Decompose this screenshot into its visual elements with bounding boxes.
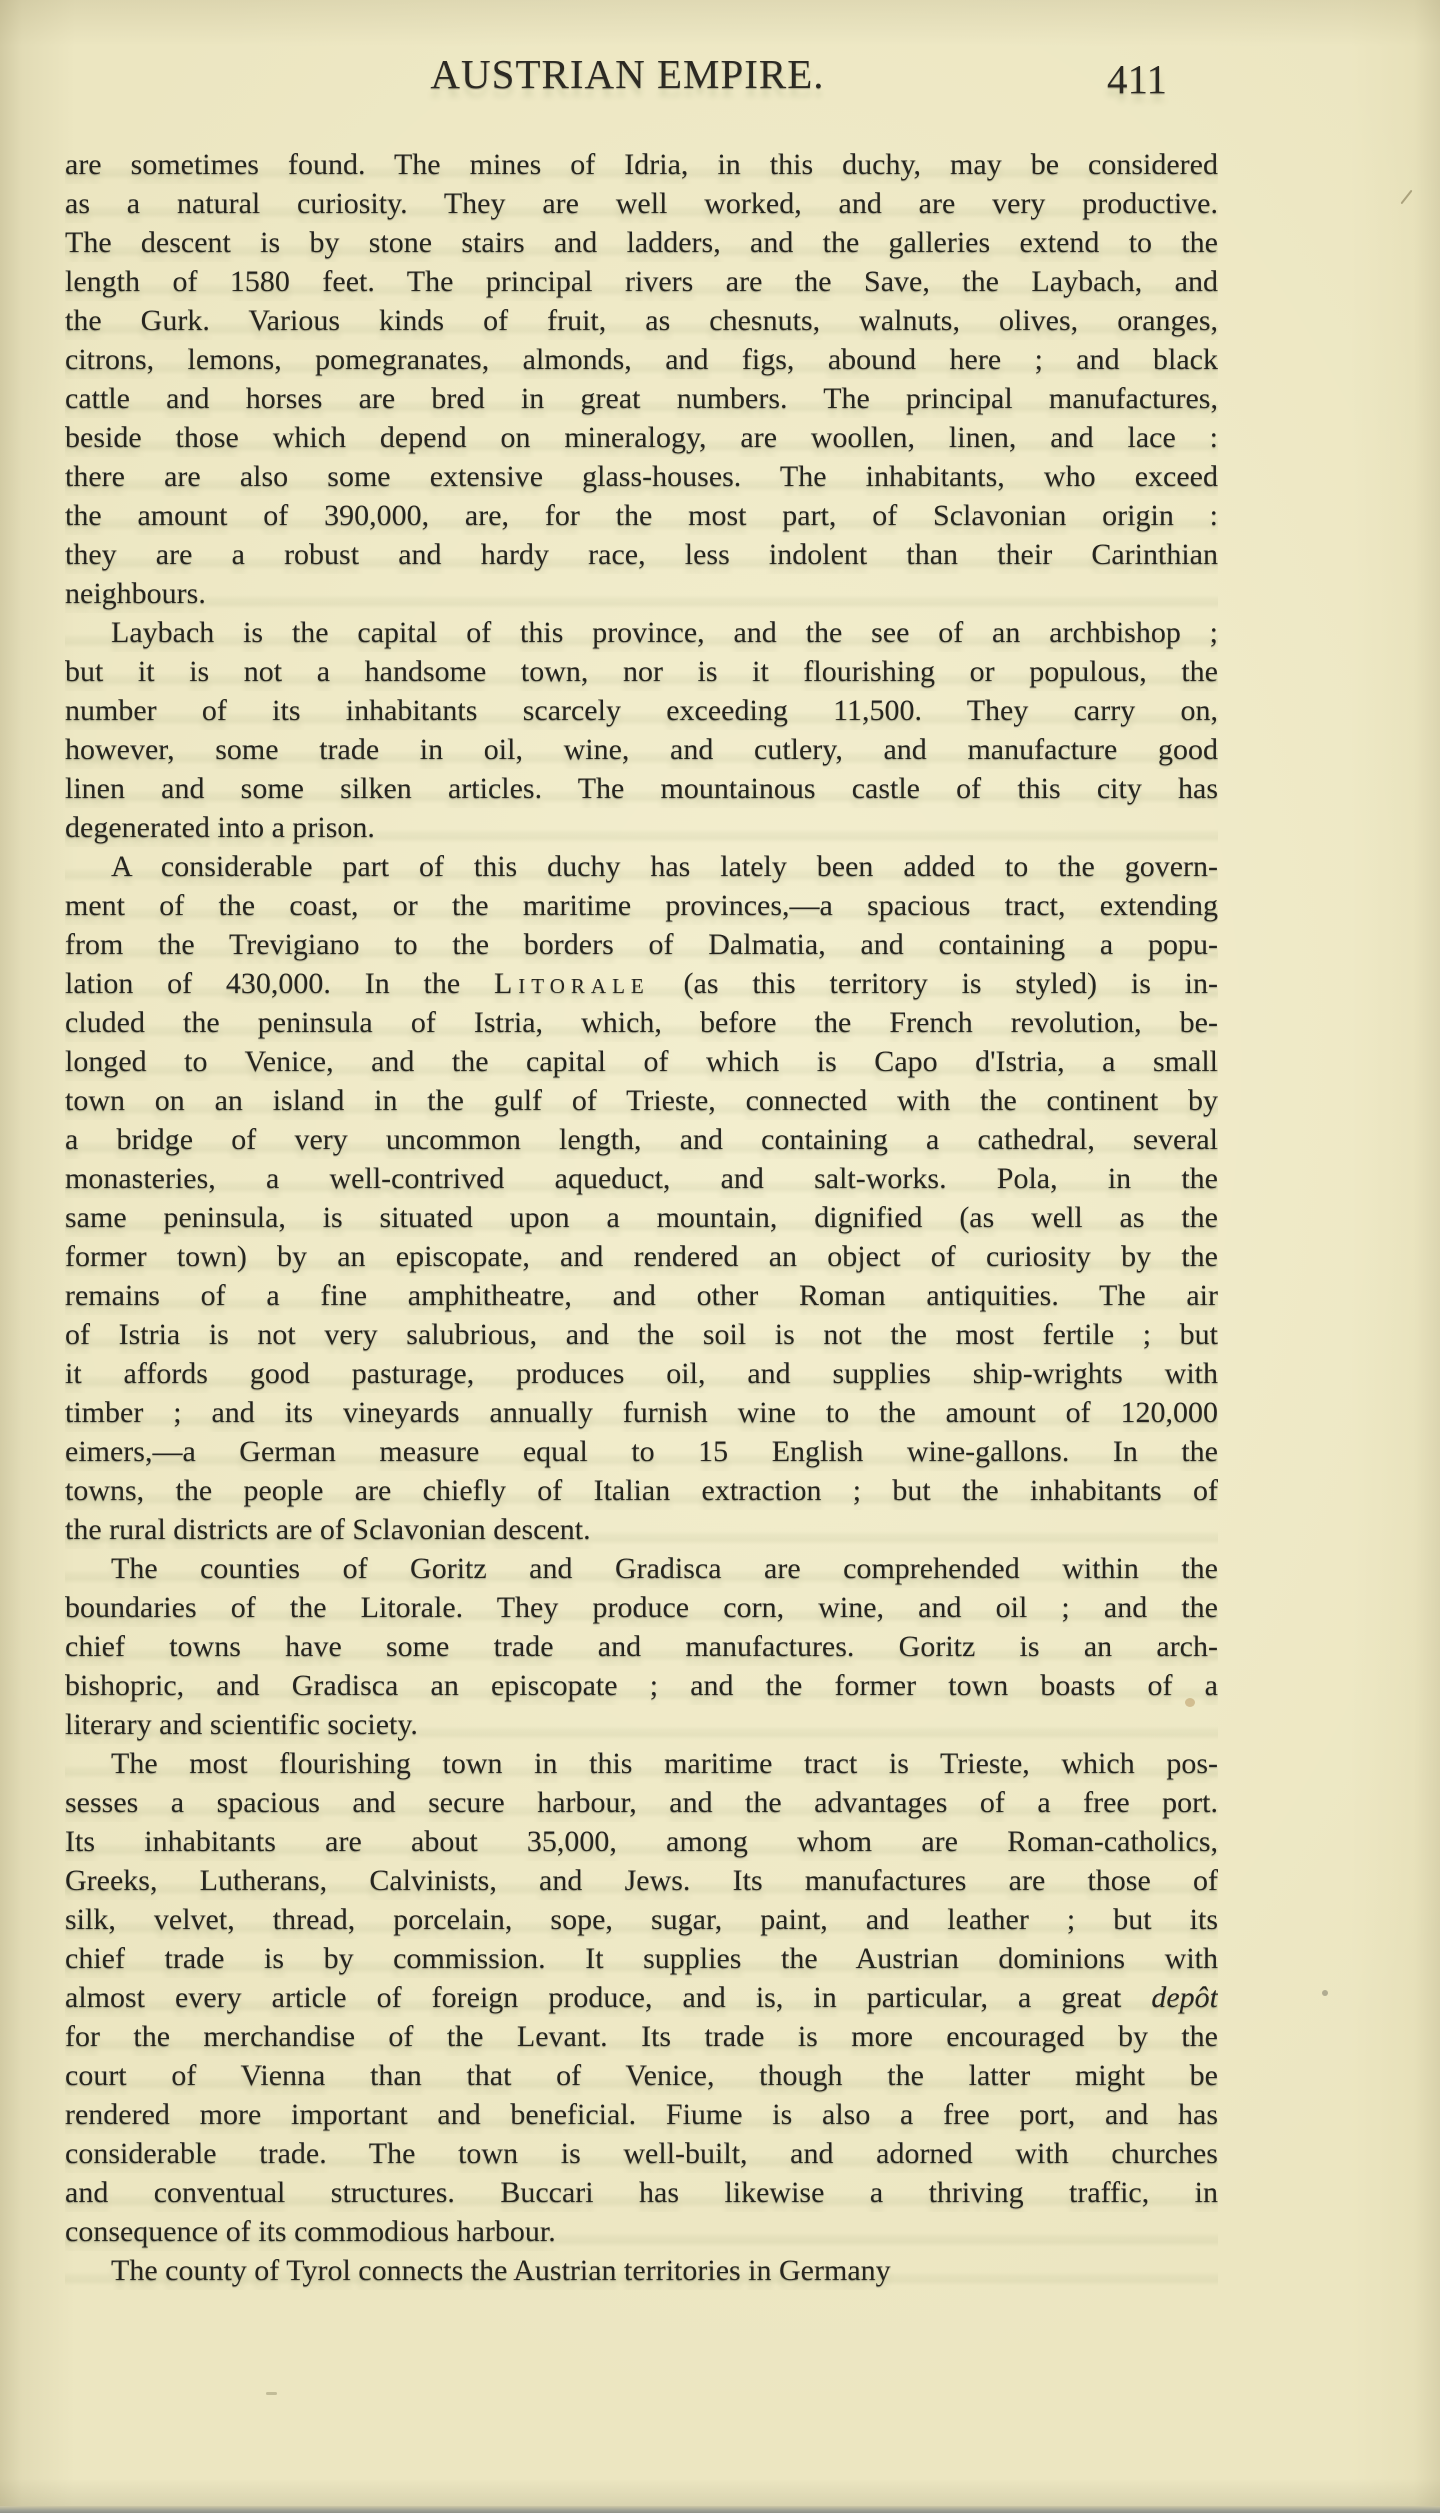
text-line: remains of a fine amphitheatre, and other Roman antiquities. The air — [65, 1279, 1218, 1312]
text-line: chief trade is by commission. It supplies the Austrian dominions with — [65, 1942, 1218, 1975]
text-line: The most flourishing town in this maritime tract is Trieste, which pos- — [111, 1747, 1218, 1780]
text-line: longed to Venice, and the capital of which is Capo d'Istria, a small — [65, 1045, 1218, 1078]
scan-bottom-edge — [0, 2506, 1440, 2513]
text-line: degenerated into a prison. — [65, 811, 375, 844]
paper-speck-icon — [1322, 1990, 1328, 1996]
text-line: linen and some silken articles. The mountainous castle of this city has — [65, 772, 1218, 805]
text-line: for the merchandise of the Levant. Its trade is more encouraged by the — [65, 2020, 1218, 2053]
text-line: are sometimes found. The mines of Idria, in this duchy, may be considered — [65, 148, 1218, 181]
text-line: timber ; and its vineyards annually furnish wine to the amount of 120,000 — [65, 1396, 1218, 1429]
text-line: as a natural curiosity. They are well worked, and are very productive. — [65, 187, 1218, 220]
text-line: Greeks, Lutherans, Calvinists, and Jews. Its manufactures are those of — [65, 1864, 1218, 1897]
text-line: from the Trevigiano to the borders of Dalmatia, and containing a popu- — [65, 928, 1218, 961]
scan-slash-mark — [1400, 190, 1412, 205]
text-line: but it is not a handsome town, nor is it flourishing or populous, the — [65, 655, 1218, 688]
paper-fleck-icon — [1185, 1698, 1195, 1707]
text-line: eimers,—a German measure equal to 15 English wine-gallons. In the — [65, 1435, 1218, 1468]
text-line: The counties of Goritz and Gradisca are comprehended within the — [111, 1552, 1218, 1585]
running-header — [65, 50, 1218, 110]
header-title: AUSTRIAN EMPIRE. — [430, 51, 825, 97]
text-line: bishopric, and Gradisca an episcopate ; and the former town boasts of a — [65, 1669, 1218, 1702]
text-line: former town) by an episcopate, and rendered an object of curiosity by the — [65, 1240, 1218, 1273]
text-line: a bridge of very uncommon length, and containing a cathedral, several — [65, 1123, 1218, 1156]
text-line: literary and scientific society. — [65, 1708, 418, 1741]
text-line: there are also some extensive glass-houses. The inhabitants, who exceed — [65, 460, 1218, 493]
text-line: of Istria is not very salubrious, and the soil is not the most fertile ; but — [65, 1318, 1218, 1351]
text-line: A considerable part of this duchy has lately been added to the govern- — [111, 850, 1218, 883]
page-body — [65, 145, 1218, 2290]
text-line: number of its inhabitants scarcely exceeding 11,500. They carry on, — [65, 694, 1218, 727]
text-line: town on an island in the gulf of Trieste, connected with the continent by — [65, 1084, 1218, 1117]
text-line: boundaries of the Litorale. They produce corn, wine, and oil ; and the — [65, 1591, 1218, 1624]
text-line: and conventual structures. Buccari has likewise a thriving traffic, in — [65, 2176, 1218, 2209]
text-line: however, some trade in oil, wine, and cutlery, and manufacture good — [65, 733, 1218, 766]
small-caps-text: Litorale — [493, 967, 650, 1000]
text-line: cattle and horses are bred in great numbers. The principal manufactures, — [65, 382, 1218, 415]
text-line: The descent is by stone stairs and ladders, and the galleries extend to the — [65, 226, 1218, 259]
text-line: consequence of its commodious harbour. — [65, 2215, 556, 2248]
text-line: chief towns have some trade and manufactures. Goritz is an arch- — [65, 1630, 1218, 1663]
text-line: beside those which depend on mineralogy, are woollen, linen, and lace : — [65, 421, 1218, 454]
text-line: Its inhabitants are about 35,000, among whom are Roman-catholics, — [65, 1825, 1218, 1858]
text-line: they are a robust and hardy race, less indolent than their Carinthian — [65, 538, 1218, 571]
text-line: cluded the peninsula of Istria, which, before the French revolution, be- — [65, 1006, 1218, 1039]
text-line: lation of 430,000. In the Litorale (as this territory is styled) is in- — [65, 967, 1218, 1000]
text-line: the rural districts are of Sclavonian descent. — [65, 1513, 591, 1546]
text-line: court of Vienna than that of Venice, though the latter might be — [65, 2059, 1218, 2092]
text-line: the amount of 390,000, are, for the most part, of Sclavonian origin : — [65, 499, 1218, 532]
text-line: considerable trade. The town is well-built, and adorned with churches — [65, 2137, 1218, 2170]
paper-dash-mark — [266, 2392, 277, 2395]
text-line: rendered more important and beneficial. Fiume is also a free port, and has — [65, 2098, 1218, 2131]
text-line: almost every article of foreign produce, and is, in particular, a great depôt — [65, 1981, 1218, 2014]
text-line: The county of Tyrol connects the Austrian territories in Germany — [111, 2254, 891, 2287]
text-line: length of 1580 feet. The principal rivers are the Save, the Laybach, and — [65, 265, 1218, 298]
text-line: Laybach is the capital of this province, and the see of an archbishop ; — [111, 616, 1218, 649]
italic-text: depôt — [1151, 1981, 1218, 2014]
text-line: ment of the coast, or the maritime provinces,—a spacious tract, extending — [65, 889, 1218, 922]
text-line: citrons, lemons, pomegranates, almonds, and figs, abound here ; and black — [65, 343, 1218, 376]
text-line: monasteries, a well-contrived aqueduct, and salt-works. Pola, in the — [65, 1162, 1218, 1195]
page-number: 411 — [1107, 56, 1167, 102]
text-line: neighbours. — [65, 577, 206, 610]
text-line: towns, the people are chiefly of Italian extraction ; but the inhabitants of — [65, 1474, 1218, 1507]
text-line: sesses a spacious and secure harbour, and the advantages of a free port. — [65, 1786, 1218, 1819]
text-line: the Gurk. Various kinds of fruit, as chesnuts, walnuts, olives, oranges, — [65, 304, 1218, 337]
text-line: silk, velvet, thread, porcelain, sope, sugar, paint, and leather ; but its — [65, 1903, 1218, 1936]
text-line: same peninsula, is situated upon a mountain, dignified (as well as the — [65, 1201, 1218, 1234]
text-line: it affords good pasturage, produces oil, and supplies ship-wrights with — [65, 1357, 1218, 1390]
